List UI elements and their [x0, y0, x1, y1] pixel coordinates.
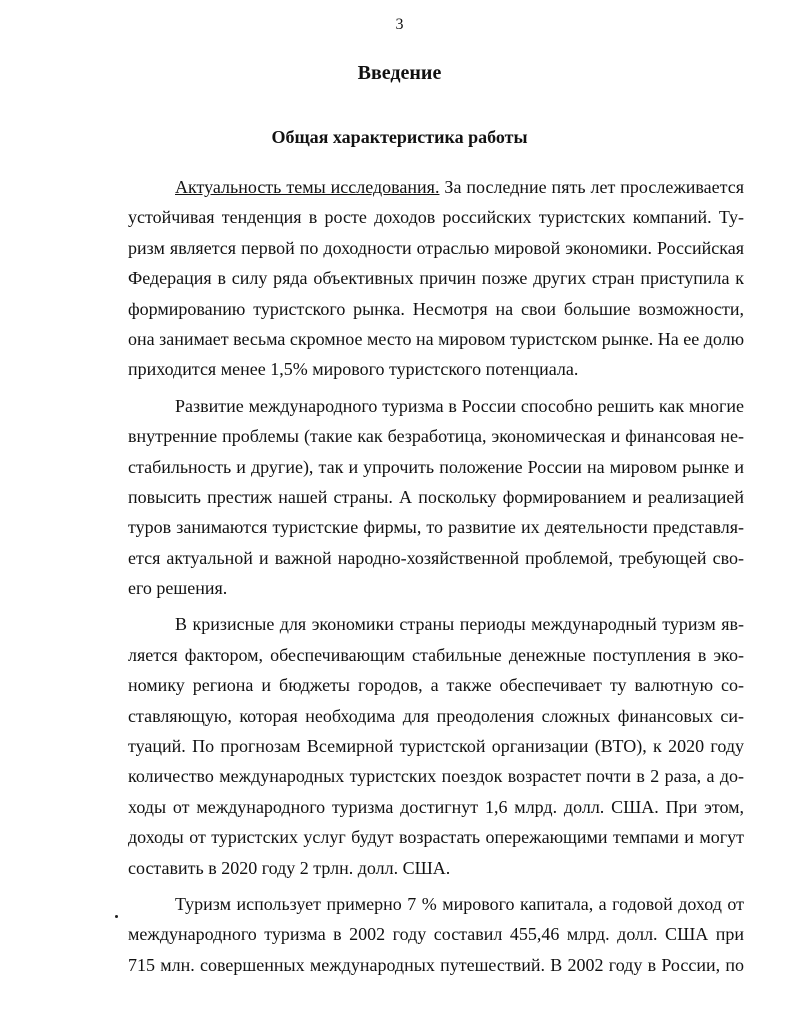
- text-line: Туризм использует примерно 7 % мирового капитала, а годовой доход от: [175, 893, 744, 914]
- text-line: Федерация в силу ряда объективных причин позже других стран приступила к: [128, 268, 744, 289]
- text-line: 715 млн. совершенных международных путешествий. В 2002 году в России, по: [128, 954, 744, 975]
- text-line: стабильность и другие), так и упрочить положение России на мировом рынке и: [128, 456, 744, 477]
- page-number: 3: [395, 16, 404, 33]
- text-line: внутренние проблемы (такие как безработица, экономическая и финансовая не-: [128, 426, 744, 447]
- text-line: туаций. По прогнозам Всемирной туристской организации (ВТО), к 2020 году: [128, 736, 744, 757]
- text-line: приходится менее 1,5% мирового туристского потенциала.: [128, 359, 579, 380]
- text-line: формированию туристского рынка. Несмотря на свои большие возможности,: [128, 298, 744, 319]
- text-line: устойчивая тенденция в росте доходов российских туристских компаний. Ту-: [128, 207, 744, 228]
- text-span: За последние пять лет прослеживается: [444, 177, 744, 197]
- text-line: ходы от международного туризма достигнут 1,6 млрд. долл. США. При этом,: [128, 796, 744, 817]
- paragraph-3: [128, 609, 744, 883]
- text-line: ризм является первой по доходности отраслью мировой экономики. Российская: [128, 237, 744, 258]
- paragraph-1: [128, 172, 744, 385]
- text-line: В кризисные для экономики страны периоды международный туризм яв-: [175, 614, 744, 635]
- text-line: ставляющую, которая необходима для преодоления сложных финансовых си-: [128, 705, 744, 726]
- text-line: туров занимаются туристские фирмы, то развитие их деятельности представля-: [128, 517, 744, 538]
- text-line: номику региона и бюджеты городов, а также обеспечивает ту валютную со-: [128, 675, 744, 696]
- text-line: доходы от туристских услуг будут возрастать опережающими темпами и могут: [128, 827, 744, 848]
- text-line: Развитие международного туризма в России способно решить как многие: [175, 395, 744, 416]
- text-line: она занимает весьма скромное место на мировом туристском рынке. На ее долю: [128, 328, 744, 349]
- text-line: повысить престиж нашей страны. А поскольку формированием и реализацией: [128, 486, 744, 507]
- paragraph-4: [128, 889, 744, 980]
- margin-dot: [115, 915, 118, 918]
- text-line: [128, 172, 744, 202]
- topic-relevance-heading: Актуальность темы исследования.: [175, 177, 440, 197]
- section-subtitle: Общая характеристика работы: [271, 127, 528, 147]
- text-line: его решения.: [128, 578, 228, 599]
- text-line: количество международных туристских поездок возрастет почти в 2 раза, а до-: [128, 766, 744, 787]
- text-line: ляется фактором, обеспечивающим стабильные денежные поступления в эко-: [128, 644, 744, 665]
- body-text: [128, 172, 744, 980]
- text-line: составить в 2020 году 2 трлн. долл. США.: [128, 857, 451, 878]
- page-title: Введение: [357, 62, 442, 84]
- paragraph-2: [128, 391, 744, 604]
- text-line: международного туризма в 2002 году составил 455,46 млрд. долл. США при: [128, 924, 744, 945]
- text-line: ется актуальной и важной народно-хозяйственной проблемой, требующей сво-: [128, 547, 744, 568]
